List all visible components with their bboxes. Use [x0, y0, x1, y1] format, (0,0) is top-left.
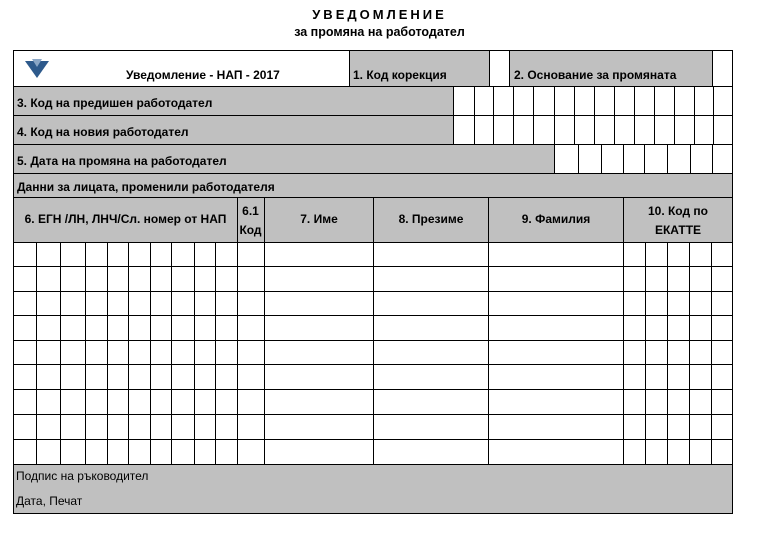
grid-line: [623, 197, 624, 464]
grid-line: [509, 51, 510, 86]
new-employer-label: 4. Код на новия работодател: [17, 125, 189, 139]
grid-line: [488, 197, 489, 464]
grid-line: [14, 144, 732, 145]
grid-line: [601, 144, 602, 173]
grid-line: [215, 242, 216, 464]
grid-line: [667, 144, 668, 173]
grid-line: [474, 86, 475, 144]
grid-line: [712, 144, 713, 173]
grid-line: [694, 86, 695, 144]
first-name-column-header: 7. Име: [300, 212, 338, 226]
previous-employer-label: 3. Код на предишен работодател: [17, 96, 213, 110]
last-name-column-header: 9. Фамилия: [521, 212, 591, 226]
notification-form: [13, 50, 733, 514]
basis-field[interactable]: [713, 51, 732, 86]
date-stamp-label: Дата, Печат: [16, 494, 83, 508]
middle-name-column-header: 8. Презиме: [398, 212, 464, 226]
grid-line: [453, 86, 454, 144]
grid-line: [513, 86, 514, 144]
grid-line: [128, 242, 129, 464]
grid-line: [712, 51, 713, 86]
grid-line: [623, 144, 624, 173]
form-subtitle: за промяна на работодател: [294, 25, 465, 39]
grid-line: [14, 115, 732, 116]
egn-column-header: 6. ЕГН /ЛН, ЛНЧ/Сл. номер от НАП: [24, 212, 227, 226]
grid-line: [489, 51, 490, 86]
grid-line: [237, 197, 238, 464]
grid-line: [594, 86, 595, 144]
grid-line: [14, 173, 732, 174]
grid-line: [614, 86, 615, 144]
correction-code-field[interactable]: [490, 51, 509, 86]
grid-line: [60, 242, 61, 464]
persons-section-label: Данни за лицата, променили работодателя: [17, 180, 275, 194]
correction-code-label: 1. Код корекция: [353, 68, 447, 82]
grid-line: [36, 242, 37, 464]
new-employer-code-field[interactable]: [454, 115, 732, 144]
ekatte-column-header-line2: ЕКАТТЕ: [654, 223, 702, 237]
grid-line: [264, 197, 265, 464]
previous-employer-code-field[interactable]: [454, 86, 732, 115]
grid-line: [689, 242, 690, 464]
ekatte-column-header-line1: 10. Код по: [647, 204, 709, 218]
grid-line: [14, 464, 732, 465]
grid-line: [644, 144, 645, 173]
grid-line: [85, 242, 86, 464]
grid-line: [150, 242, 151, 464]
grid-line: [349, 51, 350, 86]
code-column-header-number: 6.1: [242, 204, 259, 218]
code-column-header-word: Код: [239, 223, 262, 237]
grid-line: [674, 86, 675, 144]
nap-logo-icon: [24, 58, 50, 80]
change-date-label: 5. Дата на промяна на работодател: [17, 154, 227, 168]
grid-line: [690, 144, 691, 173]
grid-line: [194, 242, 195, 464]
grid-line: [667, 242, 668, 464]
grid-line: [554, 86, 555, 144]
basis-label: 2. Основание за промяната: [514, 68, 677, 82]
grid-line: [713, 86, 714, 144]
grid-line: [645, 242, 646, 464]
grid-line: [654, 86, 655, 144]
grid-line: [634, 86, 635, 144]
grid-line: [711, 242, 712, 464]
grid-line: [574, 86, 575, 144]
grid-line: [554, 144, 555, 173]
grid-line: [578, 144, 579, 173]
grid-line: [171, 242, 172, 464]
signature-label: Подпис на ръководител: [16, 469, 149, 483]
grid-line: [14, 86, 732, 87]
grid-line: [533, 86, 534, 144]
grid-line: [493, 86, 494, 144]
grid-line: [107, 242, 108, 464]
form-title: УВЕДОМЛЕНИЕ: [312, 7, 447, 22]
grid-line: [373, 197, 374, 464]
form-name: Уведомление - НАП - 2017: [126, 68, 280, 82]
